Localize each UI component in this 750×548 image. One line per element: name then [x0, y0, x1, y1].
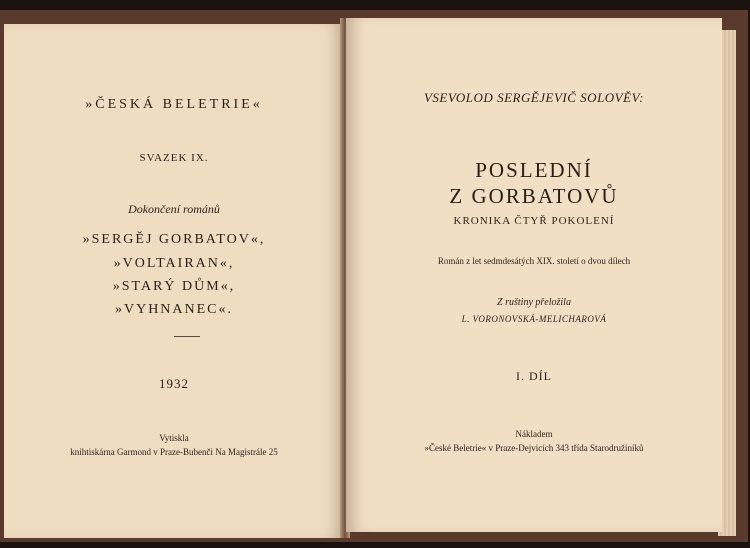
series-title: »ČESKÁ BELETRIE«: [85, 97, 263, 112]
printer-name: knihtiskárna Garmond v Praze-Bubenči Na Magistrále 25: [70, 447, 278, 457]
right-page: [346, 18, 722, 532]
translator-name: L. VORONOVSKÁ-MELICHAROVÁ: [461, 314, 607, 324]
part-number: I. DÍL: [516, 369, 552, 383]
volume-number: SVAZEK IX.: [139, 152, 209, 164]
novel-title: »SERGĚJ GORBATOV«,: [82, 232, 266, 247]
author-name: VSEVOLOD SERGĚJEVIČ SOLOVĚV:: [423, 90, 644, 105]
book-title-line2: Z GORBATOVŮ: [449, 184, 619, 208]
book-description: Román z let sedmdesátých XIX. století o dvou dílech: [437, 256, 631, 266]
publication-year: 1932: [159, 376, 189, 391]
novel-title: »VYHNANEC«.: [114, 302, 234, 317]
book-subtitle: KRONIKA ČTYŘ POKOLENÍ: [453, 215, 615, 227]
book-title-line1: POSLEDNÍ: [475, 158, 593, 182]
left-page: [4, 24, 344, 538]
divider: [174, 336, 200, 337]
conclusion-label: Dokončení románů: [128, 202, 220, 216]
novel-title: »STARÝ DŮM«,: [112, 279, 236, 294]
publisher-label: Nákladem: [515, 429, 553, 439]
printed-by-label: Vytiskla: [159, 433, 189, 443]
translated-label: Z ruštiny přeložila: [497, 297, 571, 308]
publisher-name: »České Beletrie« v Praze-Dejvicích 343 třída Starodružiníků: [424, 443, 644, 453]
novel-title: »VOLTAIRAN«,: [113, 256, 235, 271]
